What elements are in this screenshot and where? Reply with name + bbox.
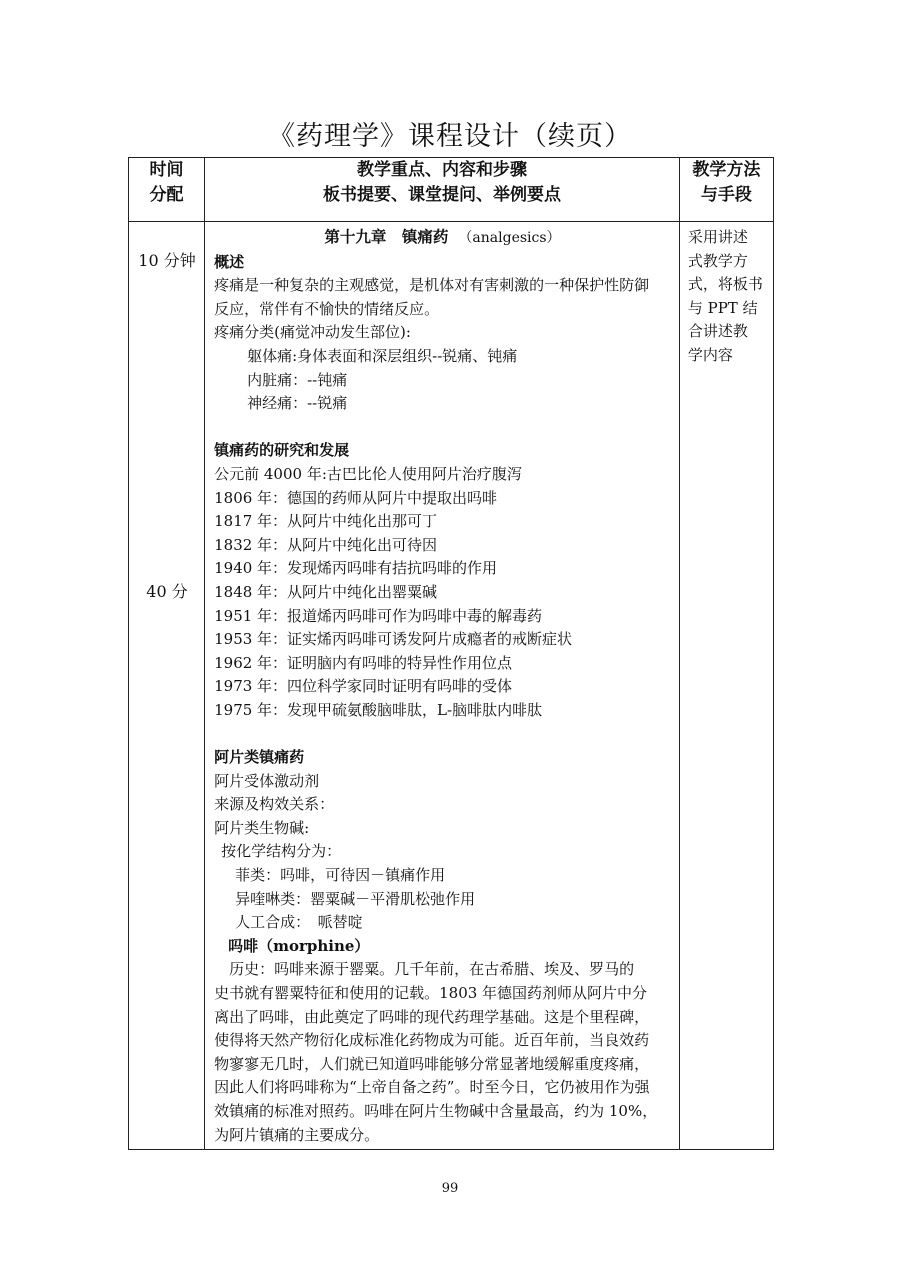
history-item: 1848 年：从阿片中纯化出罂粟碱 — [214, 582, 438, 601]
pain-type: 躯体痛:身体表面和深层组织--锐痛、钝痛 — [247, 346, 518, 365]
class-item: 菲类：吗啡，可待因－镇痛作用 — [235, 866, 446, 885]
opioid-heading: 阿片类镇痛药 — [214, 748, 305, 767]
page-number: 99 — [441, 1181, 459, 1196]
history-item: 1817 年：从阿片中纯化出那可丁 — [214, 512, 438, 531]
history-item: 1953 年：证实烯丙吗啡可诱发阿片成瘾者的戒断症状 — [214, 630, 573, 649]
classify-line: 按化学结构分为： — [221, 842, 342, 861]
header-method: 教学方法 与手段 — [679, 158, 773, 222]
history-item: 公元前 4000 年:古巴比伦人使用阿片治疗腹泻 — [214, 464, 522, 483]
morphine-heading: 吗啡（morphine） — [228, 936, 370, 955]
table-header-row — [129, 158, 774, 222]
method-line: 与 PPT 结 — [687, 298, 758, 317]
content-row — [129, 222, 774, 1150]
history-item: 1940 年：发现烯丙吗啡有拮抗吗啡的作用 — [214, 559, 498, 578]
method-line: 合讲述教 — [687, 322, 748, 341]
history-item: 1973 年：四位科学家同时证明有吗啡的受体 — [214, 677, 513, 696]
class-item: 异喹啉类：罂粟碱－平滑肌松弛作用 — [235, 889, 476, 908]
content-cell — [205, 222, 680, 1150]
method-line: 采用讲述 — [687, 228, 748, 246]
opioid-line: 来源及构效关系： — [214, 795, 335, 814]
time-cell — [129, 222, 205, 1150]
overview-line: 反应，常伴有不愉快的情绪反应。 — [214, 299, 440, 318]
overview-heading: 概述 — [214, 252, 245, 271]
history-item: 1832 年：从阿片中纯化出可待因 — [214, 535, 438, 554]
class-item: 人工合成： 哌替啶 — [235, 913, 363, 932]
method-line: 式，将板书 — [687, 275, 763, 294]
header-content: 教学重点、内容和步骤 板书提要、课堂提问、举例要点 — [205, 158, 680, 222]
history-item: 1951 年：报道烯丙吗啡可作为吗啡中毒的解毒药 — [214, 606, 543, 625]
method-cell — [679, 222, 773, 1150]
method-line: 式教学方 — [687, 251, 748, 270]
header-time: 时间 分配 — [129, 158, 205, 222]
pain-type: 神经痛：--锐痛 — [247, 394, 348, 413]
overview-line: 疼痛是一种复杂的主观感觉，是机体对有害刺激的一种保护性防御 — [214, 276, 650, 295]
morphine-paragraph: 历史：吗啡来源于罂粟。几千年前，在古希腊、埃及、罗马的 史书就有罂粟特征和使用的记载。1803 年德国药剂师从阿片中分 离出了吗啡，由此奠定了吗啡的现代药理学基础。这是个里程碑， 使得将天然产物衍化成标准化药物成为可能。近百年前，当良效药 物寥寥无几时，人们就已知道吗啡能够分常显著地缓解重度疼痛， 因此人们将吗啡称为“上帝自备之药”。时至今日，它仍被用作为强 效镇痛的标准对照药。吗啡在阿片生物碱中含量最高，约为 10%， 为阿片镇痛的主要成分。 — [214, 960, 658, 1144]
course-design-table — [128, 157, 774, 1150]
history-item: 1962 年：证明脑内有吗啡的特异性作用位点 — [214, 653, 513, 672]
overview-line: 疼痛分类(痛觉冲动发生部位): — [214, 323, 411, 342]
time-allocation-1: 10 分钟 — [138, 251, 196, 270]
history-heading: 镇痛药的研究和发展 — [214, 441, 350, 460]
history-item: 1975 年：发现甲硫氨酸脑啡肽，L-脑啡肽内啡肽 — [214, 700, 543, 719]
opioid-line: 阿片类生物碱: — [214, 818, 310, 837]
opioid-line: 阿片受体激动剂 — [214, 771, 320, 790]
time-allocation-2: 40 分 — [146, 582, 188, 601]
pain-type: 内脏痛：--钝痛 — [247, 370, 348, 389]
page-title: 《药理学》课程设计（续页） — [268, 121, 632, 152]
chapter-heading: 第十九章 镇痛药 （analgesics） — [324, 227, 561, 246]
history-item: 1806 年：德国的药师从阿片中提取出吗啡 — [214, 488, 498, 507]
method-line: 学内容 — [687, 345, 733, 364]
